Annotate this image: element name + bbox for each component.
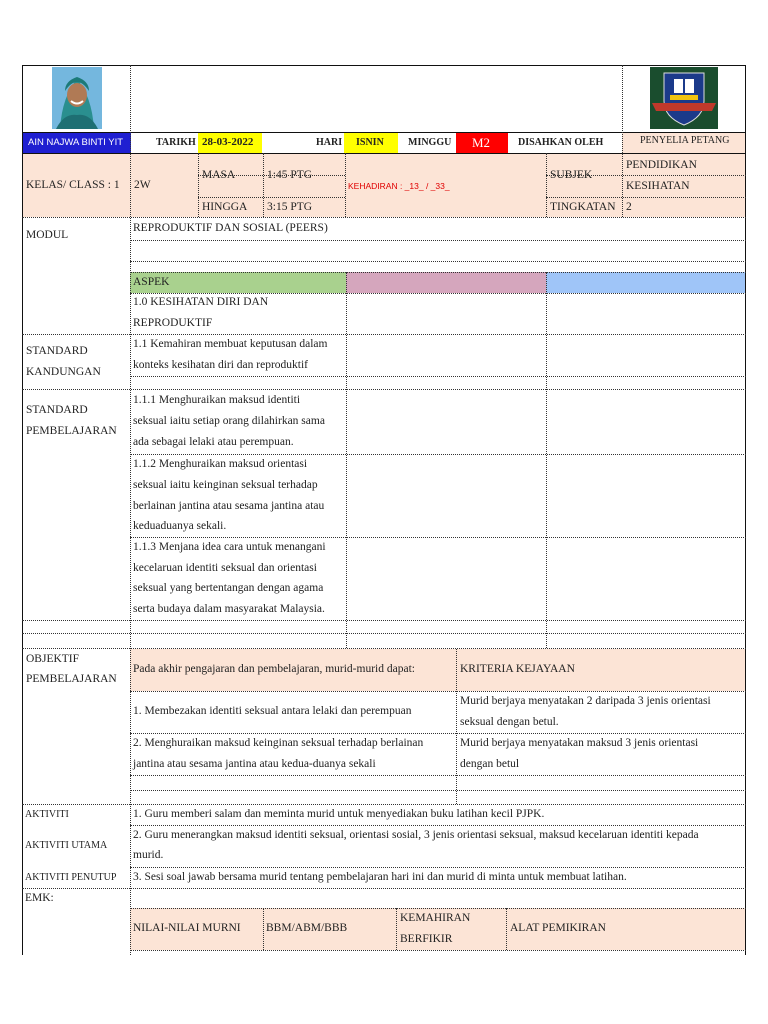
kriteria-label: KRITERIA KEJAYAAN	[460, 663, 575, 675]
kriteria-1-line-2: seksual dengan betul.	[460, 716, 559, 728]
objektif-intro: Pada akhir pengajaran dan pembelajaran, murid-murid dapat:	[133, 663, 415, 675]
aktiviti-penutup-label: AKTIVITI PENUTUP	[25, 872, 117, 883]
subjek-line-1: PENDIDIKAN	[626, 159, 697, 171]
sp3-line-2: kecelaruan identiti seksual dan orientasi	[133, 562, 317, 574]
emk-kemahiran-1: KEMAHIRAN	[400, 912, 471, 924]
tarikh-label: TARIKH	[156, 137, 196, 148]
sk-label-1: STANDARD	[26, 345, 88, 357]
modul-value: REPRODUKTIF DAN SOSIAL (PEERS)	[133, 222, 328, 234]
sp2-line-3: berlainan jantina atau sesama jantina atau	[133, 500, 325, 512]
hingga-value: 3:15 PTG	[267, 201, 313, 213]
sp1-line-2: seksual iaitu setiap orang dilahirkan sama	[133, 415, 325, 427]
hari-value: ISNIN	[356, 137, 384, 148]
aktiviti-label: AKTIVITI	[25, 809, 69, 820]
aktiviti-2-line-1: 2. Guru menerangkan maksud identiti seksual, orientasi sosial, 3 jenis orientasi seksual, maksud kecelaruan identiti kepada	[133, 829, 699, 841]
aktiviti-1: 1. Guru memberi salam dan meminta murid untuk menyediakan buku latihan kecil PJPK.	[133, 808, 545, 820]
sp-label-2: PEMBELAJARAN	[26, 425, 117, 437]
sk-line-1: 1.1 Kemahiran membuat keputusan dalam	[133, 338, 328, 350]
kehadiran: KEHADIRAN : _13_ / _33_	[348, 181, 450, 191]
objektif-2-line-2: jantina atau sesama jantina atau kedua-duanya sekali	[133, 758, 376, 770]
sp3-line-1: 1.1.3 Menjana idea cara untuk menangani	[133, 541, 326, 553]
sp2-line-2: seksual iaitu keinginan seksual terhadap	[133, 479, 318, 491]
sk-line-2: konteks kesihatan diri dan reproduktif	[133, 359, 309, 371]
sp2-line-4: keduaduanya sekali.	[133, 520, 227, 532]
kriteria-2-line-2: dengan betul	[460, 758, 520, 770]
objektif-label-1: OBJEKTIF	[26, 653, 80, 665]
kriteria-1-line-1: Murid berjaya menyatakan 2 daripada 3 jenis orientasi	[460, 695, 711, 707]
sp-label-1: STANDARD	[26, 404, 88, 416]
aktiviti-2-line-2: murid.	[133, 849, 164, 861]
tingkatan-value: 2	[626, 201, 632, 213]
masa-value: 1:45 PTG	[267, 169, 313, 181]
kelas-label: KELAS/ CLASS : 1	[26, 179, 120, 191]
sp2-line-1: 1.1.2 Menghuraikan maksud orientasi	[133, 458, 308, 470]
objektif-2-line-1: 2. Menghuraikan maksud keinginan seksual terhadap berlainan	[133, 737, 424, 749]
kelas-value: 2W	[134, 179, 151, 191]
aspek-label: ASPEK	[133, 276, 170, 288]
penyelia-value: PENYELIA PETANG	[640, 135, 730, 146]
kriteria-2-line-1: Murid berjaya menyatakan maksud 3 jenis orientasi	[460, 737, 699, 749]
aspek-line-1: 1.0 KESIHATAN DIRI DAN	[133, 296, 269, 308]
sp3-line-3: seksual yang bertentangan dengan agama	[133, 582, 324, 594]
aktiviti-utama-label: AKTIVITI UTAMA	[25, 840, 108, 851]
disahkan-label: DISAHKAN OLEH	[518, 137, 604, 148]
teacher-name: AIN NAJWA BINTI YIT	[28, 137, 124, 148]
emk-alat: ALAT PEMIKIRAN	[510, 922, 606, 934]
sp1-line-3: ada sebagai lelaki atau perempuan.	[133, 436, 294, 448]
emk-nilai: NILAI-NILAI MURNI	[133, 922, 241, 934]
hari-label: HARI	[316, 137, 343, 148]
hingga-label: HINGGA	[202, 201, 248, 213]
minggu-value: M2	[472, 135, 491, 150]
sk-label-2: KANDUNGAN	[26, 366, 101, 378]
objektif-1: 1. Membezakan identiti seksual antara lelaki dan perempuan	[133, 705, 412, 717]
minggu-label: MINGGU	[408, 137, 452, 148]
emk-kemahiran-2: BERFIKIR	[400, 933, 453, 945]
subjek-label: SUBJEK	[550, 169, 593, 181]
sp1-line-1: 1.1.1 Menghuraikan maksud identiti	[133, 394, 301, 406]
tarikh-value: 28-03-2022	[202, 136, 254, 148]
lesson-plan-sheet	[22, 65, 746, 955]
sp3-line-4: serta budaya dalam masyarakat Malaysia.	[133, 603, 325, 615]
subjek-line-2: KESIHATAN	[626, 180, 690, 192]
aspek-line-2: REPRODUKTIF	[133, 317, 213, 329]
modul-label: MODUL	[26, 229, 69, 241]
emk-bbm: BBM/ABM/BBB	[266, 922, 348, 934]
objektif-label-2: PEMBELAJARAN	[26, 673, 117, 685]
masa-label: MASA	[202, 169, 236, 181]
tingkatan-label: TINGKATAN	[550, 201, 616, 213]
aktiviti-3: 3. Sesi soal jawab bersama murid tentang pembelajaran hari ini dan murid di minta untuk membuat latihan.	[133, 871, 627, 883]
emk-label: EMK:	[25, 892, 54, 904]
